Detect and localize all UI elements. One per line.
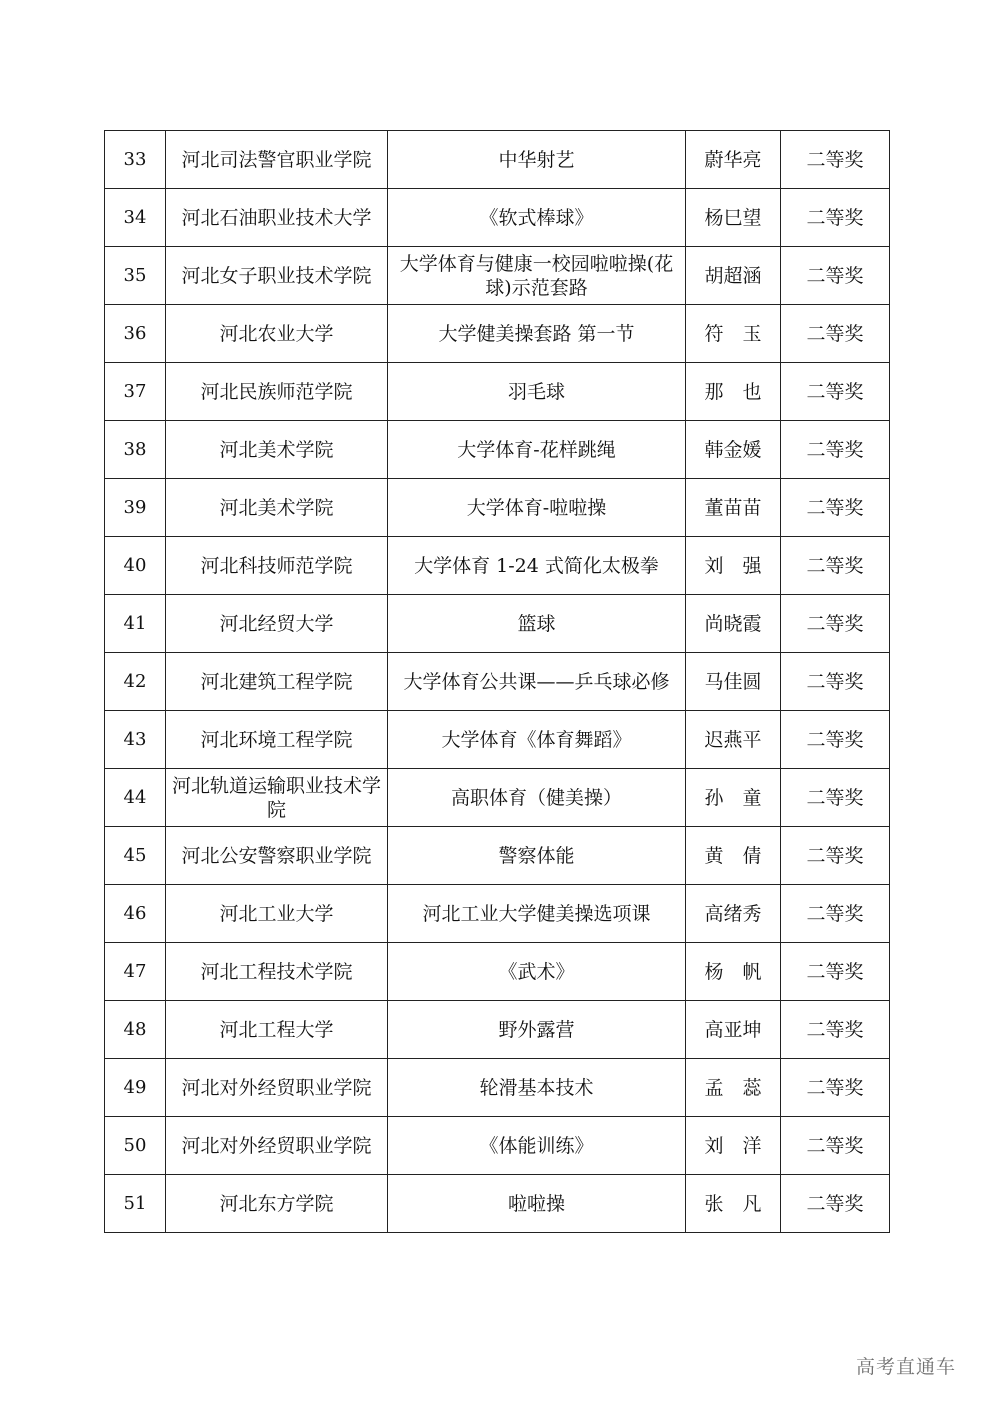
table-row — [105, 943, 890, 1001]
row-number: 37 — [105, 363, 166, 421]
row-number: 34 — [105, 189, 166, 247]
table-row — [105, 711, 890, 769]
school-name: 河北司法警官职业学院 — [166, 131, 388, 189]
school-name: 河北美术学院 — [166, 479, 388, 537]
table-row — [105, 885, 890, 943]
teacher-name: 黄 倩 — [686, 827, 781, 885]
table-row — [105, 1059, 890, 1117]
course-name: 河北工业大学健美操选项课 — [388, 885, 686, 943]
table-row — [105, 247, 890, 305]
teacher-name: 那 也 — [686, 363, 781, 421]
row-number: 51 — [105, 1175, 166, 1233]
teacher-name: 董苗苗 — [686, 479, 781, 537]
school-name: 河北经贸大学 — [166, 595, 388, 653]
course-name: 大学体育-啦啦操 — [388, 479, 686, 537]
table-row — [105, 479, 890, 537]
table-row — [105, 421, 890, 479]
course-name: 篮球 — [388, 595, 686, 653]
table-row — [105, 1001, 890, 1059]
school-name: 河北建筑工程学院 — [166, 653, 388, 711]
table-row — [105, 827, 890, 885]
row-number: 49 — [105, 1059, 166, 1117]
school-name: 河北环境工程学院 — [166, 711, 388, 769]
table-row — [105, 363, 890, 421]
school-name: 河北工程大学 — [166, 1001, 388, 1059]
award-level: 二等奖 — [781, 653, 890, 711]
award-level: 二等奖 — [781, 247, 890, 305]
award-level: 二等奖 — [781, 1001, 890, 1059]
teacher-name: 迟燕平 — [686, 711, 781, 769]
teacher-name: 孙 童 — [686, 769, 781, 827]
award-level: 二等奖 — [781, 1059, 890, 1117]
row-number: 35 — [105, 247, 166, 305]
teacher-name: 刘 洋 — [686, 1117, 781, 1175]
row-number: 48 — [105, 1001, 166, 1059]
school-name: 河北轨道运输职业技术学院 — [166, 769, 388, 827]
course-name: 羽毛球 — [388, 363, 686, 421]
course-name: 《软式棒球》 — [388, 189, 686, 247]
teacher-name: 胡超涵 — [686, 247, 781, 305]
award-table-body — [105, 131, 890, 1233]
table-row — [105, 653, 890, 711]
teacher-name: 杨巳望 — [686, 189, 781, 247]
award-level: 二等奖 — [781, 827, 890, 885]
row-number: 33 — [105, 131, 166, 189]
table-row — [105, 769, 890, 827]
school-name: 河北科技师范学院 — [166, 537, 388, 595]
teacher-name: 杨 帆 — [686, 943, 781, 1001]
row-number: 38 — [105, 421, 166, 479]
school-name: 河北东方学院 — [166, 1175, 388, 1233]
school-name: 河北公安警察职业学院 — [166, 827, 388, 885]
award-level: 二等奖 — [781, 1175, 890, 1233]
award-level: 二等奖 — [781, 595, 890, 653]
course-name: 大学体育-花样跳绳 — [388, 421, 686, 479]
row-number: 47 — [105, 943, 166, 1001]
row-number: 50 — [105, 1117, 166, 1175]
course-name: 中华射艺 — [388, 131, 686, 189]
school-name: 河北对外经贸职业学院 — [166, 1059, 388, 1117]
table-row — [105, 537, 890, 595]
teacher-name: 蔚华亮 — [686, 131, 781, 189]
teacher-name: 韩金媛 — [686, 421, 781, 479]
school-name: 河北对外经贸职业学院 — [166, 1117, 388, 1175]
award-level: 二等奖 — [781, 189, 890, 247]
school-name: 河北工业大学 — [166, 885, 388, 943]
teacher-name: 尚晓霞 — [686, 595, 781, 653]
row-number: 40 — [105, 537, 166, 595]
row-number: 41 — [105, 595, 166, 653]
row-number: 42 — [105, 653, 166, 711]
teacher-name: 马佳圆 — [686, 653, 781, 711]
course-name: 野外露营 — [388, 1001, 686, 1059]
school-name: 河北民族师范学院 — [166, 363, 388, 421]
teacher-name: 刘 强 — [686, 537, 781, 595]
school-name: 河北美术学院 — [166, 421, 388, 479]
course-name: 啦啦操 — [388, 1175, 686, 1233]
row-number: 39 — [105, 479, 166, 537]
course-name: 大学体育公共课——乒乓球必修 — [388, 653, 686, 711]
course-name: 《武术》 — [388, 943, 686, 1001]
teacher-name: 孟 蕊 — [686, 1059, 781, 1117]
award-level: 二等奖 — [781, 363, 890, 421]
teacher-name: 高绪秀 — [686, 885, 781, 943]
award-level: 二等奖 — [781, 769, 890, 827]
course-name: 警察体能 — [388, 827, 686, 885]
school-name: 河北农业大学 — [166, 305, 388, 363]
row-number: 45 — [105, 827, 166, 885]
teacher-name: 符 玉 — [686, 305, 781, 363]
course-name: 大学体育 1-24 式简化太极拳 — [388, 537, 686, 595]
course-name: 大学体育《体育舞蹈》 — [388, 711, 686, 769]
table-row — [105, 595, 890, 653]
course-name: 轮滑基本技术 — [388, 1059, 686, 1117]
award-level: 二等奖 — [781, 537, 890, 595]
watermark-text: 高考直通车 — [856, 1356, 957, 1378]
award-level: 二等奖 — [781, 711, 890, 769]
course-name: 《体能训练》 — [388, 1117, 686, 1175]
row-number: 36 — [105, 305, 166, 363]
award-level: 二等奖 — [781, 885, 890, 943]
award-level: 二等奖 — [781, 943, 890, 1001]
table-row — [105, 1117, 890, 1175]
table-row — [105, 1175, 890, 1233]
school-name: 河北女子职业技术学院 — [166, 247, 388, 305]
teacher-name: 高亚坤 — [686, 1001, 781, 1059]
award-level: 二等奖 — [781, 305, 890, 363]
school-name: 河北工程技术学院 — [166, 943, 388, 1001]
course-name: 大学体育与健康一校园啦啦操(花球)示范套路 — [388, 247, 686, 305]
table-row — [105, 189, 890, 247]
award-level: 二等奖 — [781, 1117, 890, 1175]
award-level: 二等奖 — [781, 131, 890, 189]
award-level: 二等奖 — [781, 421, 890, 479]
row-number: 44 — [105, 769, 166, 827]
teacher-name: 张 凡 — [686, 1175, 781, 1233]
award-level: 二等奖 — [781, 479, 890, 537]
table-row — [105, 131, 890, 189]
table-row — [105, 305, 890, 363]
award-table — [104, 130, 890, 1233]
row-number: 46 — [105, 885, 166, 943]
row-number: 43 — [105, 711, 166, 769]
school-name: 河北石油职业技术大学 — [166, 189, 388, 247]
course-name: 大学健美操套路 第一节 — [388, 305, 686, 363]
course-name: 高职体育（健美操） — [388, 769, 686, 827]
